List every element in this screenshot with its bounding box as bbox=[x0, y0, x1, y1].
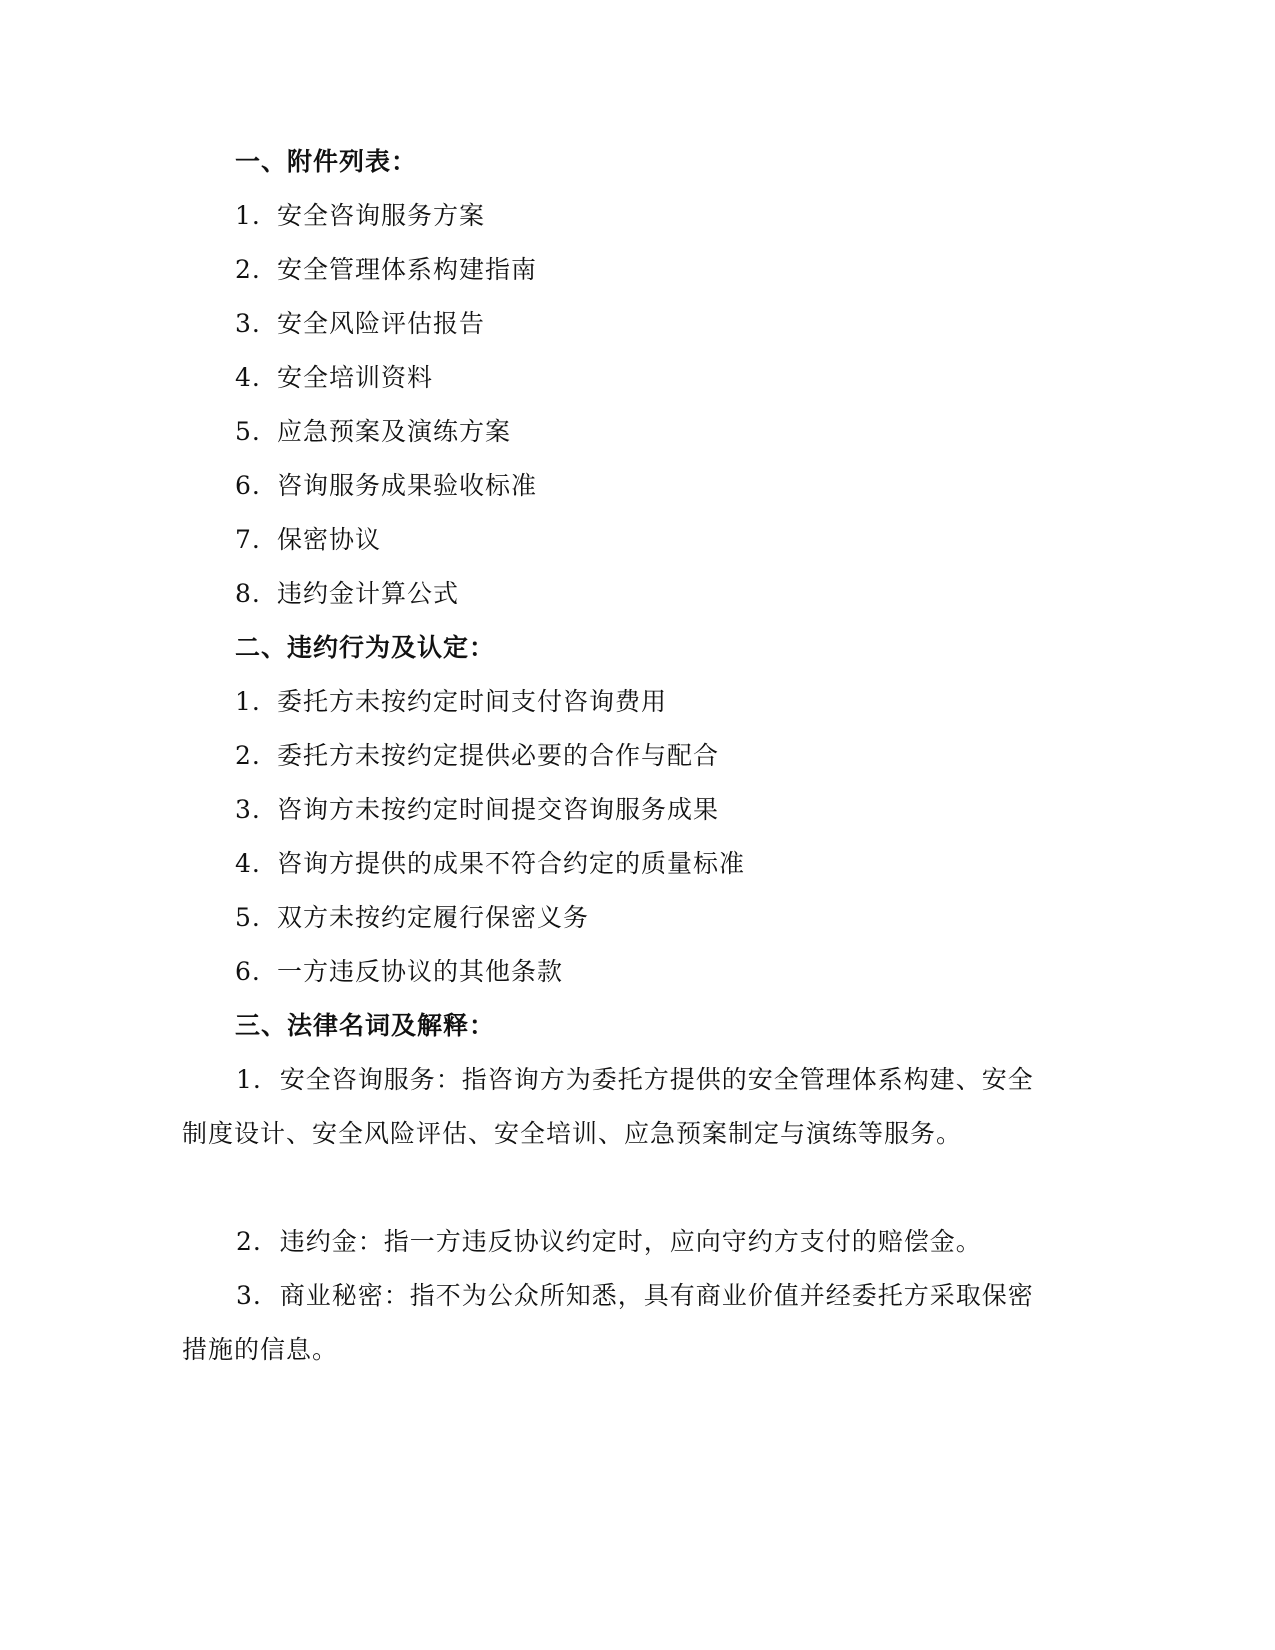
item-text: 委托方未按约定时间支付咨询费用 bbox=[277, 687, 668, 716]
item-number: 3. bbox=[235, 795, 261, 824]
item-number: 4. bbox=[235, 849, 261, 878]
item-number: 6. bbox=[235, 471, 261, 500]
item-number: 1. bbox=[235, 201, 261, 230]
section-heading-legal-terms: 三、法律名词及解释： bbox=[235, 1011, 496, 1040]
list-item bbox=[235, 201, 485, 231]
section-heading-attachments: 一、附件列表： bbox=[235, 147, 418, 176]
list-item bbox=[235, 309, 485, 339]
item-text: 违约金计算公式 bbox=[277, 579, 460, 608]
item-number: 6. bbox=[235, 957, 261, 986]
item-text: 咨询方提供的成果不符合约定的质量标准 bbox=[277, 849, 746, 878]
list-item bbox=[235, 525, 381, 555]
item-text: 保密协议 bbox=[277, 525, 382, 554]
item-number: 2. bbox=[236, 1227, 262, 1256]
item-number: 4. bbox=[235, 363, 261, 392]
list-item bbox=[235, 471, 537, 501]
section-heading-breach: 二、违约行为及认定： bbox=[235, 633, 496, 662]
item-number: 5. bbox=[235, 417, 261, 446]
item-number: 3. bbox=[235, 309, 261, 338]
list-item bbox=[235, 849, 745, 879]
item-number: 2. bbox=[235, 741, 261, 770]
item-text: 委托方未按约定提供必要的合作与配合 bbox=[277, 741, 720, 770]
list-item bbox=[235, 795, 719, 825]
list-item bbox=[235, 255, 537, 285]
item-number: 5. bbox=[235, 903, 261, 932]
item-text: 一方违反协议的其他条款 bbox=[277, 957, 564, 986]
item-text: 安全管理体系构建指南 bbox=[277, 255, 538, 284]
item-number: 7. bbox=[235, 525, 261, 554]
definition-paragraph bbox=[182, 1269, 1042, 1377]
definition-paragraph bbox=[182, 1215, 1042, 1269]
list-item bbox=[235, 687, 667, 717]
item-number: 1. bbox=[236, 1065, 262, 1094]
item-text: 安全咨询服务方案 bbox=[277, 201, 486, 230]
item-text: 安全风险评估报告 bbox=[277, 309, 486, 338]
item-number: 3. bbox=[236, 1281, 262, 1310]
item-text: 应急预案及演练方案 bbox=[277, 417, 512, 446]
definition-text: 违约金：指一方违反协议约定时，应向守约方支付的赔偿金。 bbox=[279, 1227, 982, 1256]
list-item bbox=[235, 957, 563, 987]
list-item bbox=[235, 363, 433, 393]
item-text: 双方未按约定履行保密义务 bbox=[277, 903, 590, 932]
item-text: 咨询服务成果验收标准 bbox=[277, 471, 538, 500]
item-number: 1. bbox=[235, 687, 261, 716]
definition-text: 商业秘密：指不为公众所知悉，具有商业价值并经委托方采取保密措施的信息。 bbox=[182, 1281, 1034, 1364]
item-number: 8. bbox=[235, 579, 261, 608]
list-item bbox=[235, 417, 511, 447]
list-item bbox=[235, 579, 459, 609]
item-text: 咨询方未按约定时间提交咨询服务成果 bbox=[277, 795, 720, 824]
list-item bbox=[235, 903, 589, 933]
definition-text: 安全咨询服务：指咨询方为委托方提供的安全管理体系构建、安全制度设计、安全风险评估、安全培训、应急预案制定与演练等服务。 bbox=[182, 1065, 1034, 1148]
item-number: 2. bbox=[235, 255, 261, 284]
definition-paragraph bbox=[182, 1053, 1042, 1161]
item-text: 安全培训资料 bbox=[277, 363, 434, 392]
list-item bbox=[235, 741, 719, 771]
